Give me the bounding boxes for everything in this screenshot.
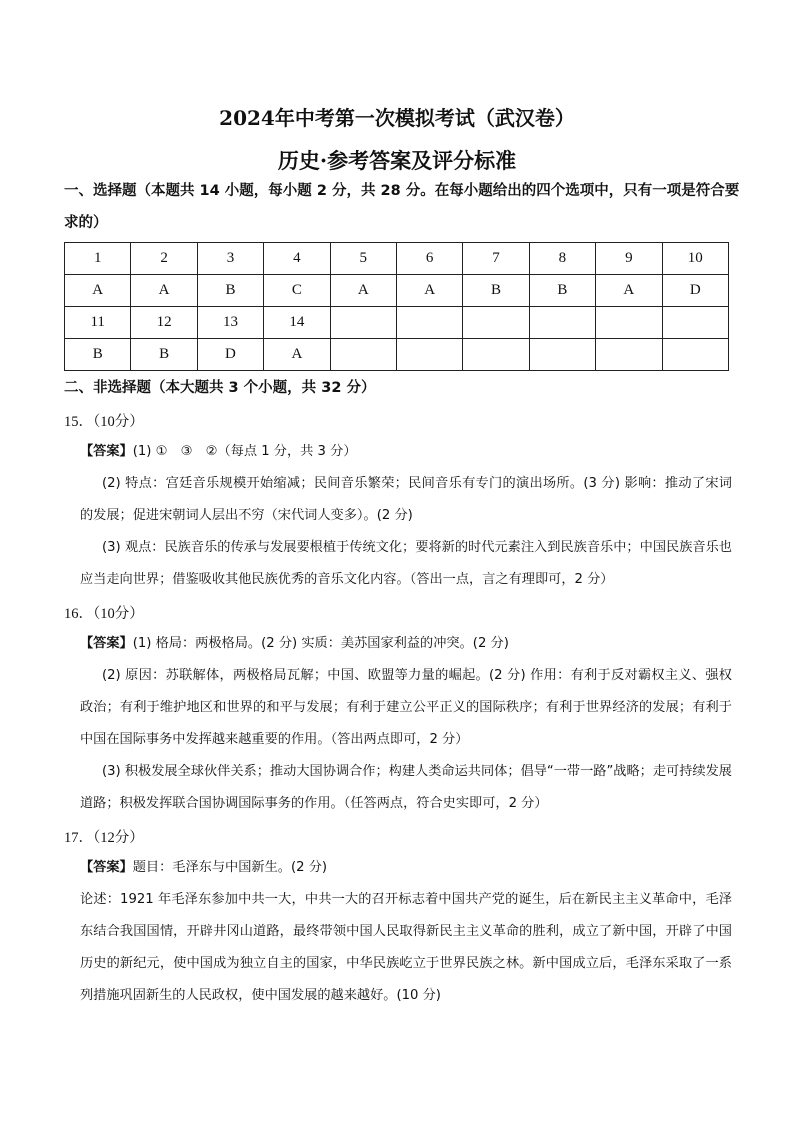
answer-tag: 【答案】 — [80, 444, 133, 459]
question-17-answer-1 — [80, 852, 732, 884]
table-cell: A — [264, 339, 330, 371]
table-cell: 6 — [396, 243, 462, 275]
table-cell: D — [197, 339, 263, 371]
table-cell — [330, 339, 396, 371]
question-17-number: 17．（12分） — [64, 830, 144, 846]
table-cell: A — [330, 275, 396, 307]
table-cell: C — [264, 275, 330, 307]
question-16-answer-1 — [80, 628, 732, 660]
table-row — [65, 339, 729, 371]
question-16-answer-2: (2) 原因：苏联解体，两极格局瓦解；中国、欧盟等力量的崛起。(2 分) 作用：有利于反对霸权主义、强权政治；有利于维护地区和世界的和平与发展；有利于建立公平正义的国际秩序；有利于世界经济的发展；有利于中国在国际事务中发挥越来越重要的作用。（答出两点即可，2 分） — [80, 668, 732, 747]
table-cell: A — [65, 275, 131, 307]
table-cell: B — [529, 275, 595, 307]
table-cell: 1 — [65, 243, 131, 275]
table-cell — [662, 339, 728, 371]
table-cell — [596, 339, 662, 371]
question-15-answer-2: (2) 特点：宫廷音乐规模开始缩减；民间音乐繁荣；民间音乐有专门的演出场所。(3 分) 影响：推动了宋词的发展；促进宋朝词人层出不穷（宋代词人变多）。(2 分) — [80, 476, 732, 523]
table-cell: B — [131, 339, 197, 371]
table-cell: 10 — [662, 243, 728, 275]
answer-text: (1) 格局：两极格局。(2 分) 实质：美苏国家利益的冲突。(2 分) — [132, 636, 509, 651]
table-cell: A — [596, 275, 662, 307]
table-cell — [396, 339, 462, 371]
table-cell: 13 — [197, 307, 263, 339]
table-cell: 7 — [463, 243, 529, 275]
answer-text: 题目：毛泽东与中国新生。(2 分) — [132, 860, 328, 875]
table-cell: A — [131, 275, 197, 307]
question-15-answer-3: (3) 观点：民族音乐的传承与发展要根植于传统文化；要将新的时代元素注入到民族音乐中；中国民族音乐也应当走向世界；借鉴吸收其他民族优秀的音乐文化内容。（答出一点，言之有理即可，2 分） — [80, 540, 732, 587]
table-cell — [662, 307, 728, 339]
table-row — [65, 243, 729, 275]
table-cell — [529, 339, 595, 371]
table-cell: B — [65, 339, 131, 371]
table-cell: 8 — [529, 243, 595, 275]
table-cell — [596, 307, 662, 339]
page-subtitle: 历史·参考答案及评分标准 — [277, 148, 517, 173]
section-1-heading: 一、选择题（本题共 14 小题，每小题 2 分，共 28 分。在每小题给出的四个选项中，只有一项是符合要求的） — [64, 183, 740, 231]
answer-text: (1) ① ③ ②（每点 1 分，共 3 分） — [132, 444, 357, 459]
table-cell: 12 — [131, 307, 197, 339]
table-cell: 2 — [131, 243, 197, 275]
question-17-answer-2: 论述：1921 年毛泽东参加中共一大，中共一大的召开标志着中国共产党的诞生，后在新民主主义革命中，毛泽东结合我国国情，开辟井冈山道路，最终带领中国人民取得新民主主义革命的胜利，成立了新中国，开辟了中国历史的新纪元，使中国成为独立自主的国家，中华民族屹立于世界民族之林。新中国成立后，毛泽东采取了一系列措施巩固新生的人民政权，使中国发展的越来越好。(10 分) — [80, 892, 732, 1003]
table-cell: D — [662, 275, 728, 307]
table-cell: B — [463, 275, 529, 307]
table-cell: B — [197, 275, 263, 307]
table-cell: 9 — [596, 243, 662, 275]
table-cell — [463, 307, 529, 339]
table-row — [65, 307, 729, 339]
table-cell: 3 — [197, 243, 263, 275]
question-15-number: 15．（10分） — [64, 414, 144, 430]
question-15-answer-1 — [80, 436, 732, 468]
table-cell: 5 — [330, 243, 396, 275]
table-cell: 11 — [65, 307, 131, 339]
table-cell — [396, 307, 462, 339]
table-cell — [330, 307, 396, 339]
table-cell: 4 — [264, 243, 330, 275]
question-16-number: 16．（10分） — [64, 606, 144, 622]
answer-table — [64, 242, 729, 371]
page-title: 2024年中考第一次模拟考试（武汉卷） — [219, 106, 575, 130]
table-row — [65, 275, 729, 307]
section-2-heading: 二、非选择题（本大题共 3 个小题，共 32 分） — [64, 380, 376, 396]
question-16-answer-3: (3) 积极发展全球伙伴关系；推动大国协调合作；构建人类命运共同体；倡导“一带一路”战略；走可持续发展道路；积极发挥联合国协调国际事务的作用。（任答两点，符合史实即可，2 分） — [80, 764, 732, 811]
answer-tag: 【答案】 — [80, 860, 133, 875]
table-cell — [463, 339, 529, 371]
table-cell: A — [396, 275, 462, 307]
table-cell: 14 — [264, 307, 330, 339]
answer-tag: 【答案】 — [80, 636, 133, 651]
table-cell — [529, 307, 595, 339]
